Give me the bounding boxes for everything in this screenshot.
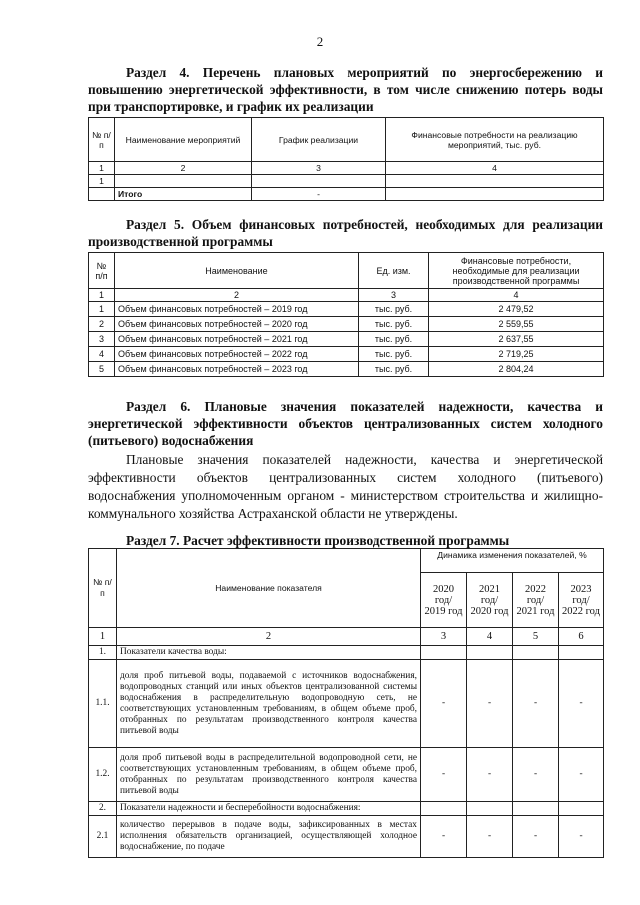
s5-row-unit: тыс. руб.: [359, 317, 429, 332]
s5-row-name: Объем финансовых потребностей – 2020 год: [115, 317, 359, 332]
s5-row-unit: тыс. руб.: [359, 332, 429, 347]
s7-group1-num: 1.: [89, 646, 117, 660]
s4-header-num: № п/п: [89, 118, 115, 162]
section6-paragraph: [88, 451, 603, 523]
table-row: [89, 302, 604, 317]
section6-paragraph-text: Плановые значения показателей надежности, качества и энергетической эффективности объектов централизованных систем холодного (питьевого) водоснабжения уполномоченным органом - министерством строительства и жилищно-коммунального хозяйства Астраханской области не утверждены.: [88, 452, 603, 521]
s7-group1-empty: [513, 646, 559, 660]
s5-row-name: Объем финансовых потребностей – 2021 год: [115, 332, 359, 347]
s5-row-num: 3: [89, 332, 115, 347]
s5-header-unit: Ед. изм.: [359, 253, 429, 289]
s7-group2-empty: [421, 802, 467, 816]
s7-row21-v4: -: [559, 816, 604, 858]
s5-row-unit: тыс. руб.: [359, 362, 429, 377]
s7-row21-num: 2.1: [89, 816, 117, 858]
s7-year-4: 2023 год/ 2022 год: [559, 573, 604, 628]
s4-total-value: -: [252, 188, 386, 201]
s5-row-value: 2 559,55: [429, 317, 604, 332]
s4-header-finance: Финансовые потребности на реализацию мероприятий, тыс. руб.: [386, 118, 604, 162]
s7-group2-empty: [467, 802, 513, 816]
s7-group2-label: Показатели надежности и бесперебойности водоснабжения:: [117, 802, 421, 816]
s7-row11-v4: -: [559, 660, 604, 748]
section7-table: [88, 548, 604, 858]
table-row: [89, 317, 604, 332]
section5-heading: [88, 216, 603, 250]
s4-colnum-2: 2: [115, 162, 252, 175]
s7-header-name: Наименование показателя: [117, 549, 421, 628]
s7-row21-text: количество перерывов в подаче воды, зафиксированных в местах исполнения обязательств организацией, осуществляющей холодное водоснабжение, по подаче: [117, 816, 421, 858]
s7-row12-v3: -: [513, 748, 559, 802]
table-row: [89, 660, 604, 748]
s5-row-name: Объем финансовых потребностей – 2022 год: [115, 347, 359, 362]
s7-colnum-4: 4: [467, 628, 513, 646]
s4-row1-name: [115, 175, 252, 188]
section6-heading-text: Раздел 6. Плановые значения показателей надежности, качества и энергетической эффективности объектов централизованных систем холодного (питьевого) водоснабжения: [88, 399, 603, 448]
s7-row11-v2: -: [467, 660, 513, 748]
section5-heading-text: Раздел 5. Объем финансовых потребностей, необходимых для реализации производственной программы: [88, 217, 603, 249]
s7-group1-empty: [467, 646, 513, 660]
table-row: [89, 748, 604, 802]
s7-group1-empty: [421, 646, 467, 660]
s7-row21-v2: -: [467, 816, 513, 858]
s7-row11-v3: -: [513, 660, 559, 748]
s5-colnum-3: 3: [359, 289, 429, 302]
s7-group2-empty: [559, 802, 604, 816]
s5-row-value: 2 637,55: [429, 332, 604, 347]
s4-total-finance: [386, 188, 604, 201]
s7-row12-v1: -: [421, 748, 467, 802]
s7-header-num: № п/п: [89, 549, 117, 628]
table-row: [89, 347, 604, 362]
s7-year-3: 2022 год/ 2021 год: [513, 573, 559, 628]
s7-row12-num: 1.2.: [89, 748, 117, 802]
s5-row-value: 2 804,24: [429, 362, 604, 377]
section4-table: [88, 117, 604, 201]
s4-colnum-1: 1: [89, 162, 115, 175]
section4-heading: [88, 64, 603, 115]
s7-colnum-3: 3: [421, 628, 467, 646]
s7-year-2: 2021 год/ 2020 год: [467, 573, 513, 628]
s7-row12-v4: -: [559, 748, 604, 802]
section4-heading-text: Раздел 4. Перечень плановых мероприятий по энергосбережению и повышению энергетической эффективности, в том числе снижению потерь воды при транспортировке, и график их реализации: [88, 65, 603, 114]
s5-row-unit: тыс. руб.: [359, 347, 429, 362]
s5-row-name: Объем финансовых потребностей – 2023 год: [115, 362, 359, 377]
s5-row-value: 2 479,52: [429, 302, 604, 317]
table-row: [89, 332, 604, 347]
s4-colnum-4: 4: [386, 162, 604, 175]
s4-total-num: [89, 188, 115, 201]
table-row: [89, 362, 604, 377]
s7-colnum-6: 6: [559, 628, 604, 646]
s7-group2-empty: [513, 802, 559, 816]
s4-colnum-3: 3: [252, 162, 386, 175]
s7-group1-label: Показатели качества воды:: [117, 646, 421, 660]
s7-row21-v3: -: [513, 816, 559, 858]
s7-row12-text: доля проб питьевой воды в распределительной водопроводной сети, не соответствующих установленным требованиям, в общем объеме проб, отобранных по результатам производственного контроля качества питьевой воды: [117, 748, 421, 802]
s5-header-num: № п/п: [89, 253, 115, 289]
s7-header-dynamics: Динамика изменения показателей, %: [421, 549, 604, 573]
s5-colnum-2: 2: [115, 289, 359, 302]
s5-row-num: 1: [89, 302, 115, 317]
section6-heading: [88, 398, 603, 449]
s7-colnum-2: 2: [117, 628, 421, 646]
s7-row11-text: доля проб питьевой воды, подаваемой с источников водоснабжения, водопроводных станций или иных объектов централизованной системы водоснабжения в распределительную водопроводную сеть, не соответствующих установленным требованиям, в общем объеме проб, отобранных по результатам производственного контроля качества питьевой воды: [117, 660, 421, 748]
s5-header-name: Наименование: [115, 253, 359, 289]
s7-row12-v2: -: [467, 748, 513, 802]
s4-total-label: Итого: [115, 188, 252, 201]
s5-header-finance: Финансовые потребности, необходимые для реализации производственной программы: [429, 253, 604, 289]
section5-table: [88, 252, 604, 377]
s5-row-num: 5: [89, 362, 115, 377]
s7-group2-num: 2.: [89, 802, 117, 816]
s5-colnum-4: 4: [429, 289, 604, 302]
s5-row-num: 2: [89, 317, 115, 332]
section7-heading: [88, 532, 603, 549]
s5-row-num: 4: [89, 347, 115, 362]
s7-row21-v1: -: [421, 816, 467, 858]
s4-header-schedule: График реализации: [252, 118, 386, 162]
s5-colnum-1: 1: [89, 289, 115, 302]
s7-colnum-1: 1: [89, 628, 117, 646]
s7-group1-empty: [559, 646, 604, 660]
s4-row1-schedule: [252, 175, 386, 188]
s4-header-name: Наименование мероприятий: [115, 118, 252, 162]
s5-row-value: 2 719,25: [429, 347, 604, 362]
s5-row-unit: тыс. руб.: [359, 302, 429, 317]
s7-row11-num: 1.1.: [89, 660, 117, 748]
s4-row1-finance: [386, 175, 604, 188]
page-number: 2: [316, 34, 324, 49]
s4-row1-num: 1: [89, 175, 115, 188]
section7-heading-text: Раздел 7. Расчет эффективности производственной программы: [126, 533, 510, 548]
s7-row11-v1: -: [421, 660, 467, 748]
table-row: [89, 816, 604, 858]
s5-row-name: Объем финансовых потребностей – 2019 год: [115, 302, 359, 317]
s7-year-1: 2020 год/ 2019 год: [421, 573, 467, 628]
s7-colnum-5: 5: [513, 628, 559, 646]
